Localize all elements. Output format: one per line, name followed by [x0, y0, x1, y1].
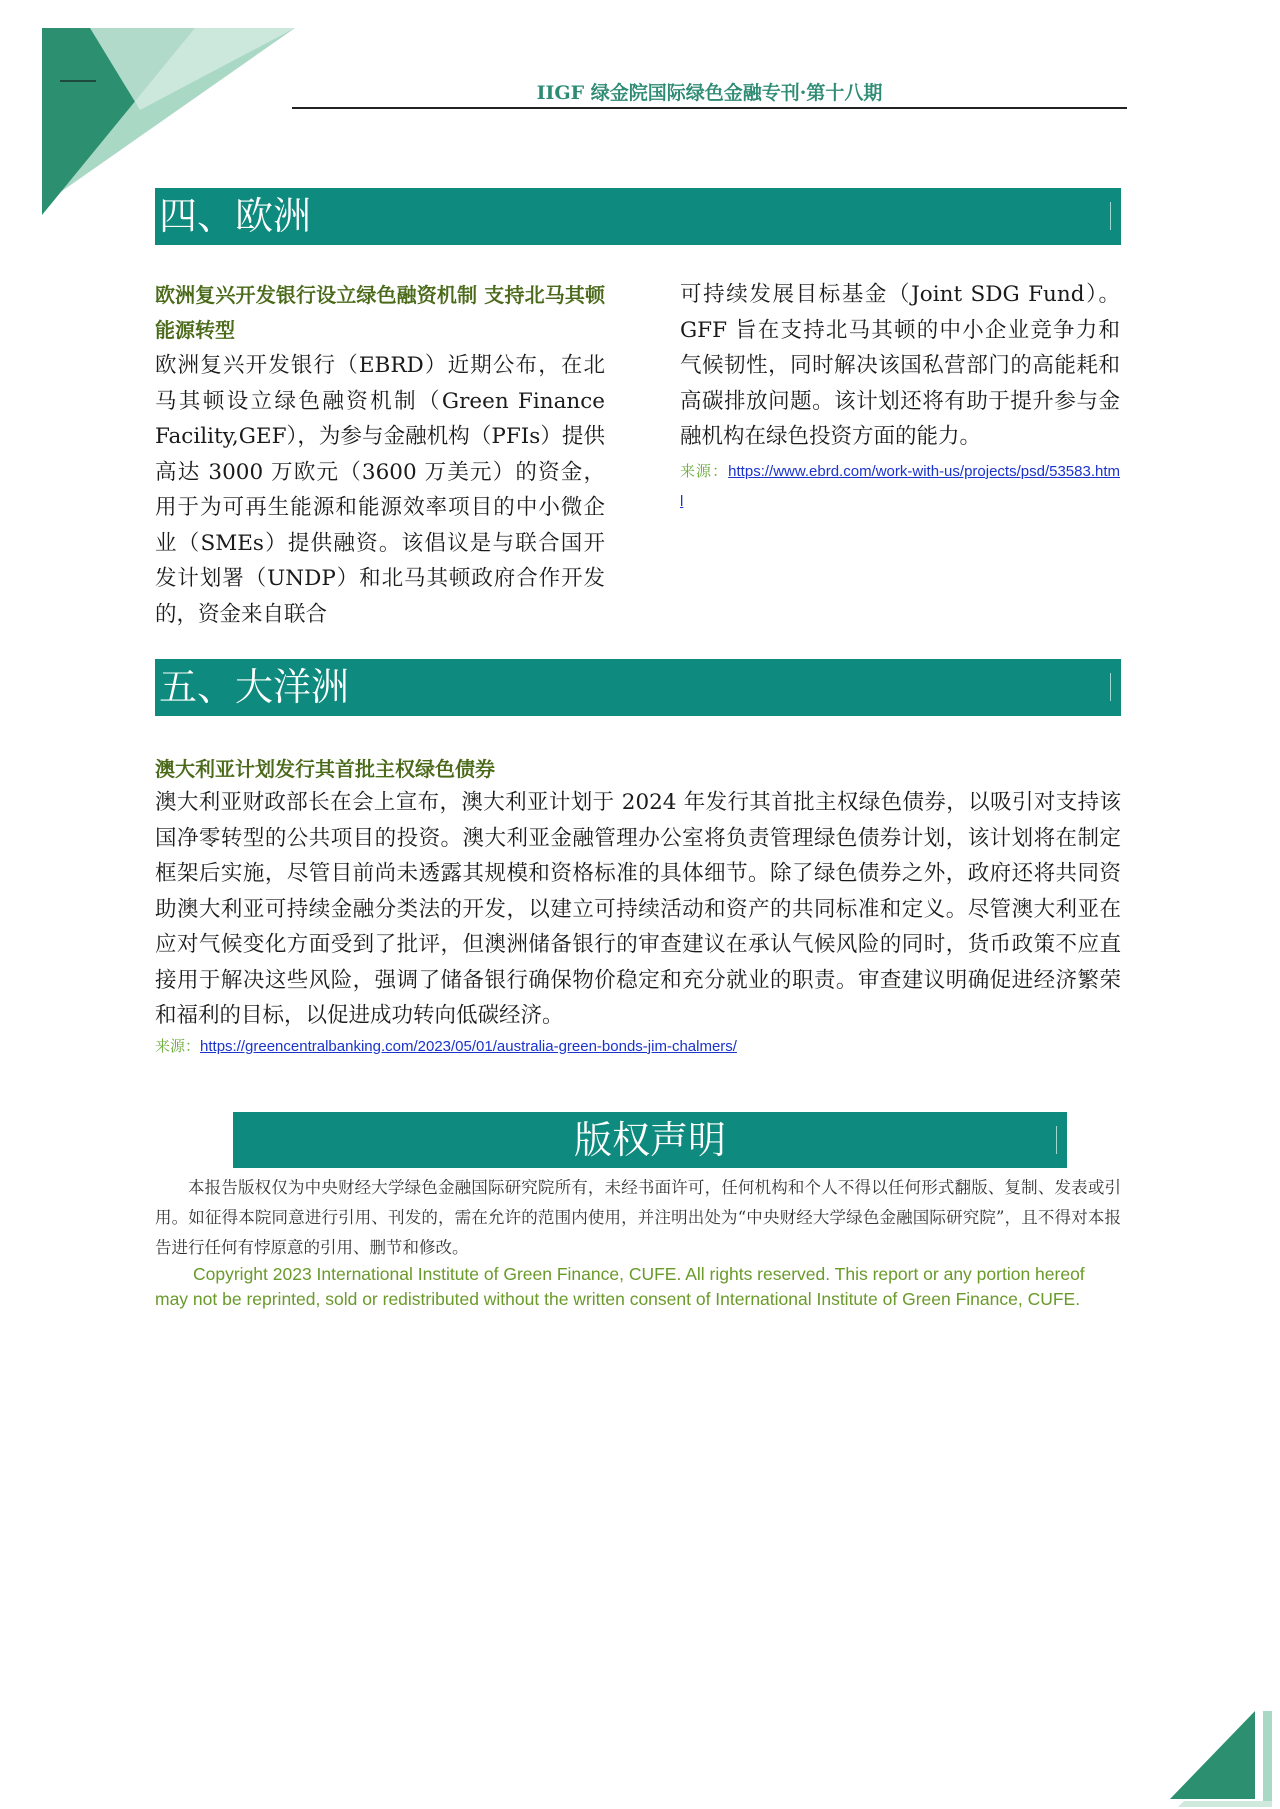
europe-left-column — [155, 278, 605, 632]
copyright-text-cn: 本报告版权仅为中央财经大学绿色金融国际研究院所有，未经书面许可，任何机构和个人不得以任何形式翻版、复制、发表或引用。如征得本院同意进行引用、刊发的，需在允许的范围内使用，并注明出处为“中央财经大学绿色金融国际研究院”，且不得对本报告进行任何有悖原意的引用、删节和修改。 — [155, 1178, 1121, 1257]
europe-body-left: 欧洲复兴开发银行（EBRD）近期公布，在北马其顿设立绿色融资机制（Green Finance Facility,GEF），为参与金融机构（PFIs）提供高达 3000 万欧元（3600 万美元）的资金，用于为可再生能源和能源效率项目的中小微企业（SMEs）提供融资。该倡议是与联合国开发计划署（UNDP）和北马其顿政府合作开发的，资金来自联合 — [155, 353, 605, 627]
oceania-source-link[interactable]: https://greencentralbanking.com/2023/05/01/australia-green-bonds-jim-chalmers/ — [200, 1037, 737, 1055]
europe-source-link[interactable]: https://www.ebrd.com/work-with-us/projects/psd/53583.html — [680, 462, 1120, 510]
corner-decoration-top-left — [0, 0, 310, 215]
oceania-column — [155, 753, 1121, 1060]
europe-headline: 欧洲复兴开发银行设立绿色融资机制 支持北马其顿能源转型 — [155, 283, 605, 342]
oceania-body: 澳大利亚财政部长在会上宣布，澳大利亚计划于 2024 年发行其首批主权绿色债券，以吸引对支持该国净零转型的公共项目的投资。澳大利亚金融管理办公室将负责管理绿色债券计划，该计划将在制定框架后实施，尽管目前尚未透露其规模和资格标准的具体细节。除了绿色债券之外，政府还将共同资助澳大利亚可持续金融分类法的开发，以建立可持续活动和资产的共同标准和定义。尽管澳大利亚在应对气候变化方面受到了批评，但澳洲储备银行的审查建议在承认气候风险的同时，货币政策不应直接用于解决这些风险，强调了储备银行确保物价稳定和充分就业的职责。审查建议明确促进经济繁荣和福利的目标，以促进成功转向低碳经济。 — [155, 790, 1121, 1028]
section-heading-oceania: 五、大洋洲 — [155, 659, 1121, 716]
section-heading-europe: 四、欧洲 — [155, 188, 1121, 245]
europe-right-column — [680, 277, 1120, 517]
europe-body-right: 可持续发展目标基金（Joint SDG Fund）。GFF 旨在支持北马其顿的中小企业竞争力和气候韧性，同时解决该国私营部门的高能耗和高碳排放问题。该计划还将有助于提升参与金融机构在绿色投资方面的能力。 — [680, 282, 1120, 449]
header-divider — [292, 107, 1127, 109]
oceania-source-label: 来源： — [155, 1037, 201, 1055]
europe-source-label: 来源： — [680, 462, 729, 480]
copyright-text-en: Copyright 2023 International Institute of Green Finance, CUFE. All rights reserved. This report or any portion hereof may not be reprinted, sold or redistributed without the written consent of International Institute of Green Finance, CUFE. — [155, 1264, 1085, 1309]
copyright-heading: 版权声明 — [233, 1112, 1067, 1168]
europe-source — [680, 457, 1120, 517]
header-title: IIGF 绿金院国际绿色金融专刊·第十八期 — [536, 82, 883, 104]
corner-decoration-bottom-right — [1160, 1699, 1280, 1809]
oceania-source — [155, 1034, 1121, 1060]
oceania-headline: 澳大利亚计划发行其首批主权绿色债券 — [155, 757, 495, 781]
